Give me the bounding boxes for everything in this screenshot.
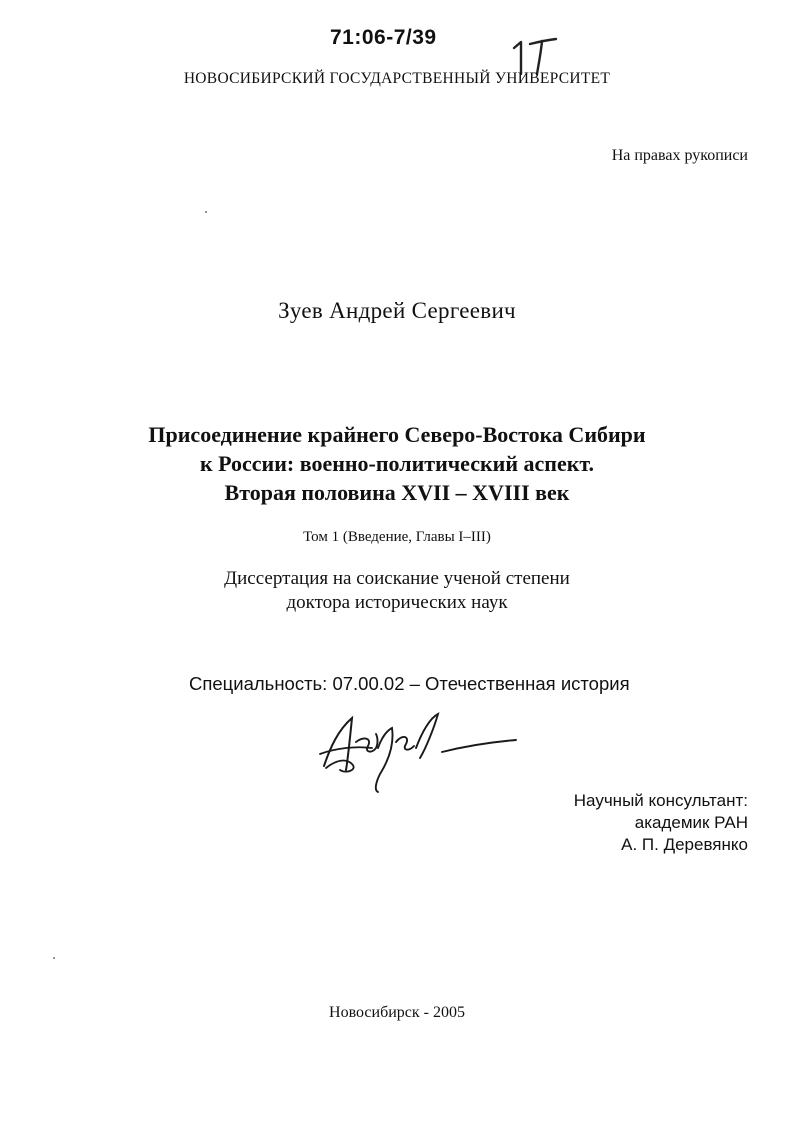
title-line: к России: военно-политический аспект. [199,451,595,476]
degree-line: Диссертация на соискание ученой степени [224,568,570,589]
dissertation-title [0,420,794,507]
university-name: НОВОСИБИРСКИЙ ГОСУДАРСТВЕННЫЙ УНИВЕРСИТЕТ [183,70,611,87]
consultant-label: Научный консультант: [573,791,748,810]
scan-speck [53,957,55,959]
volume-info: Том 1 (Введение, Главы I–III) [303,529,491,545]
title-line: Вторая половина XVII – XVIII век [224,480,570,505]
consultant-name: А. П. Деревянко [621,835,748,854]
degree-statement [0,567,794,615]
archive-code: 71:06-7/39 [330,26,437,49]
manuscript-note: На правах рукописи [611,147,748,164]
specialty: Специальность: 07.00.02 – Отечественная история [189,673,630,694]
scientific-consultant [574,790,748,856]
author-signature [316,708,522,800]
author-name: Зуев Андрей Сергеевич [278,298,516,323]
city-year: Новосибирск - 2005 [329,1004,465,1021]
scan-speck [205,211,207,213]
consultant-rank: академик РАН [634,813,748,832]
degree-line: доктора исторических наук [286,592,508,613]
title-line: Присоединение крайнего Северо-Востока Сибири [148,422,646,447]
